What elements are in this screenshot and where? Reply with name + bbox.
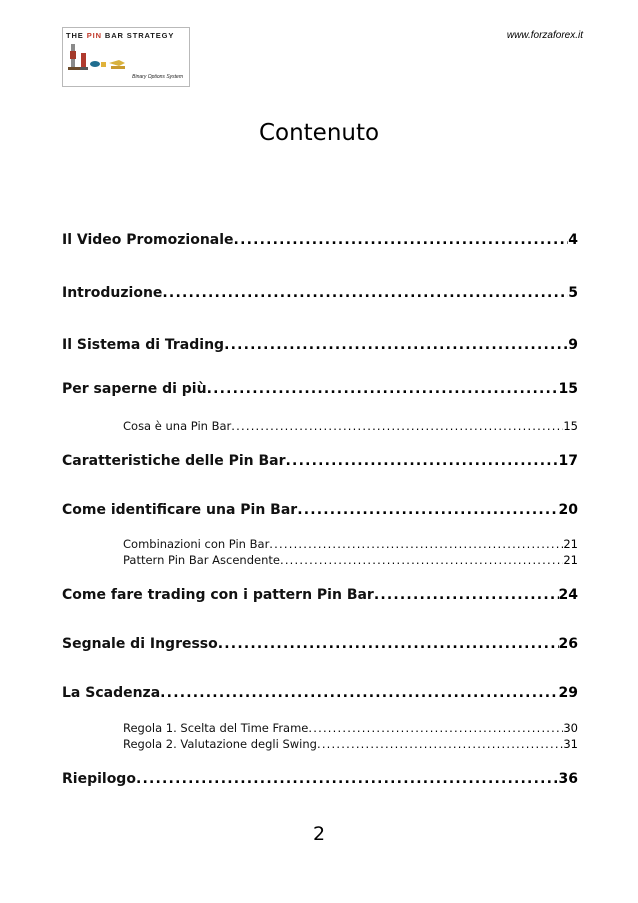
toc-entry-page: 36 [558, 771, 578, 787]
toc-leader [160, 685, 558, 701]
toc-subentry-title: Combinazioni con Pin Bar [123, 537, 270, 551]
toc-entry-page: 26 [558, 636, 578, 652]
logo [62, 27, 190, 87]
toc-entry-title: Il Video Promozionale [62, 232, 234, 248]
toc-subentry-title: Cosa è una Pin Bar [123, 419, 232, 433]
toc-leader [162, 285, 568, 301]
toc-entry-page: 9 [568, 337, 578, 353]
toc-entry-title: Riepilogo [62, 771, 136, 787]
toc-entry-title: Il Sistema di Trading [62, 337, 225, 353]
logo-title-suffix: BAR STRATEGY [101, 31, 175, 40]
toc-leader [269, 537, 563, 551]
toc-entry-page: 24 [558, 587, 578, 603]
toc-entry-title: Come identificare una Pin Bar [62, 502, 298, 518]
toc-entry[interactable] [62, 381, 578, 401]
toc-subentry-title: Regola 2. Valutazione degli Swing [123, 737, 317, 751]
toc-entry-title: Segnale di Ingresso [62, 636, 218, 652]
toc-subentry-page: 21 [563, 537, 578, 551]
toc-entry[interactable] [62, 285, 578, 305]
toc-entry[interactable] [62, 337, 578, 357]
toc-entry-title: Come fare trading con i pattern Pin Bar [62, 587, 374, 603]
logo-title-prefix: THE [66, 31, 87, 40]
page-number: 2 [312, 823, 326, 845]
toc-entry[interactable] [62, 453, 578, 473]
toc-entry-page: 29 [558, 685, 578, 701]
logo-title [66, 31, 174, 40]
toc-entry[interactable] [62, 232, 578, 252]
toc-entry[interactable] [62, 771, 578, 791]
toc-leader [374, 587, 559, 603]
toc-leader [297, 502, 558, 518]
toc-entry-title: Per saperne di più [62, 381, 207, 397]
toc-leader [286, 453, 559, 469]
toc-subentry[interactable] [123, 737, 578, 753]
toc-subentry[interactable] [123, 721, 578, 737]
toc-subentry[interactable] [123, 553, 578, 569]
toc-leader [308, 721, 563, 735]
logo-artwork [67, 42, 147, 72]
toc-entry-page: 4 [568, 232, 578, 248]
toc-entry-page: 17 [558, 453, 578, 469]
toc-entry[interactable] [62, 502, 578, 522]
toc-subentry[interactable] [123, 419, 578, 435]
toc-leader [207, 381, 559, 397]
toc-subentry[interactable] [123, 537, 578, 553]
toc-leader [231, 419, 563, 433]
toc-subentry-page: 31 [563, 737, 578, 751]
toc-subentry-page: 30 [563, 721, 578, 735]
toc-subentry-page: 15 [563, 419, 578, 433]
logo-subtitle: Binary Options System [132, 74, 183, 80]
toc-entry[interactable] [62, 587, 578, 607]
toc-subentry-page: 21 [563, 553, 578, 567]
toc-leader [234, 232, 569, 248]
logo-title-pin: PIN [86, 31, 102, 40]
toc-entry-page: 20 [558, 502, 578, 518]
toc-entry-page: 15 [558, 381, 578, 397]
page-title: Contenuto [258, 120, 380, 146]
toc-leader [218, 636, 559, 652]
toc-entry-title: La Scadenza [62, 685, 161, 701]
toc-leader [280, 553, 563, 567]
toc-entry[interactable] [62, 685, 578, 705]
toc-entry[interactable] [62, 636, 578, 656]
toc-leader [224, 337, 568, 353]
site-url[interactable]: www.forzaforex.it [506, 30, 583, 41]
toc-entry-title: Introduzione [62, 285, 163, 301]
toc-leader [317, 737, 563, 751]
toc-entry-page: 5 [568, 285, 578, 301]
toc-subentry-title: Regola 1. Scelta del Time Frame [123, 721, 309, 735]
toc-leader [136, 771, 559, 787]
toc-entry-title: Caratteristiche delle Pin Bar [62, 453, 286, 469]
toc-subentry-title: Pattern Pin Bar Ascendente [123, 553, 280, 567]
